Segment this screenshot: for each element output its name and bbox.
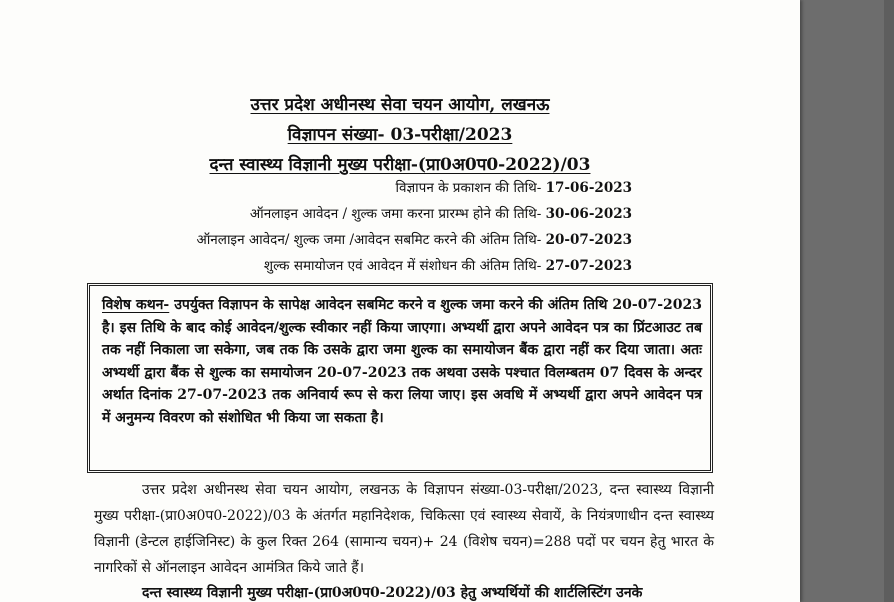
org-title: उत्तर प्रदेश अधीनस्थ सेवा चयन आयोग, लखनऊ [250, 95, 550, 115]
advertisement-number: विज्ञापन संख्या- 03-परीक्षा/2023 [287, 125, 513, 145]
date-label: ऑनलाइन आवेदन / शुल्क जमा करना प्रारम्भ होने की तिथि- [249, 206, 542, 222]
notice-text: उपर्युक्त विज्ञापन के सापेक्ष आवेदन सबमिट करने व शुल्क जमा करने की अंतिम तिथि 20-07-2023 है। इस तिथि के बाद कोई आवेदन/शुल्क स्वीकार नहीं किया जाएगा। अभ्यर्थी द्वारा अपने आवेदन पत्र का प्रिंटआउट तब तक नहीं निकाला जा सकेगा, जब तक कि उसके द्वारा जमा शुल्क का समायोजन बैंक द्वारा नहीं कर दिया जाता। अतः अभ्यर्थी द्वारा बैंक से शुल्क का समायोजन 20-07-2023 तक अथवा उसके पश्चात विलम्बतम 07 दिवस के अन्दर अर्थात दिनांक 27-07-2023 तक अनिवार्य रूप से करा लिया जाए। इस अवधि में अभ्यर्थी द्वारा अपने आवेदन पत्र में अनुमन्य विवरण को संशोधित भी किया जा सकता है। [102, 297, 702, 426]
body-paragraph-2: दन्त स्वास्थ्य विज्ञानी मुख्य परीक्षा-(प्रा0अ0प0-2022)/03 हेतु अभ्यर्थियों की शार्टलिस्टिंग उनके [142, 585, 643, 601]
date-value: 30-06-2023 [545, 206, 632, 222]
date-label: विज्ञापन के प्रकाशन की तिथि- [395, 180, 542, 196]
date-value: 20-07-2023 [545, 232, 632, 248]
date-row-application-start [250, 204, 632, 222]
date-row-fee-adjustment [264, 256, 632, 274]
date-row-last-date [196, 230, 632, 248]
viewer-scrollbar[interactable] [884, 0, 894, 602]
date-value: 27-07-2023 [545, 258, 632, 274]
special-notice-box [87, 283, 713, 473]
date-row-publication [396, 178, 632, 196]
date-label: शुल्क समायोजन एवं आवेदन में संशोधन की अंतिम तिथि- [263, 258, 542, 274]
body-paragraph-1: उत्तर प्रदेश अधीनस्थ सेवा चयन आयोग, लखनऊ के विज्ञापन संख्या-03-परीक्षा/2023, दन्त स्वास्थ्य विज्ञानी मुख्य परीक्षा-(प्रा0अ0प0-2022)/03 के अंतर्गत महानिदेशक, चिकित्सा एवं स्वास्थ्य सेवायें, के नियंत्रणाधीन दन्त स्वास्थ्य विज्ञानी (डेन्टल हाईजिनिस्ट) के कुल रिक्त 264 (सामान्य चयन)+ 24 (विशेष चयन)=288 पदों पर चयन हेतु भारत के नागरिकों से ऑनलाइन आवेदन आमंत्रित किये जाते हैं। [94, 482, 714, 576]
exam-title: दन्त स्वास्थ्य विज्ञानी मुख्य परीक्षा-(प्रा0अ0प0-2022)/03 [209, 155, 591, 175]
date-label: ऑनलाइन आवेदन/ शुल्क जमा /आवेदन सबमिट करने की अंतिम तिथि- [196, 232, 542, 248]
date-value: 17-06-2023 [545, 180, 632, 196]
notice-lead: विशेष कथन- [102, 297, 170, 313]
